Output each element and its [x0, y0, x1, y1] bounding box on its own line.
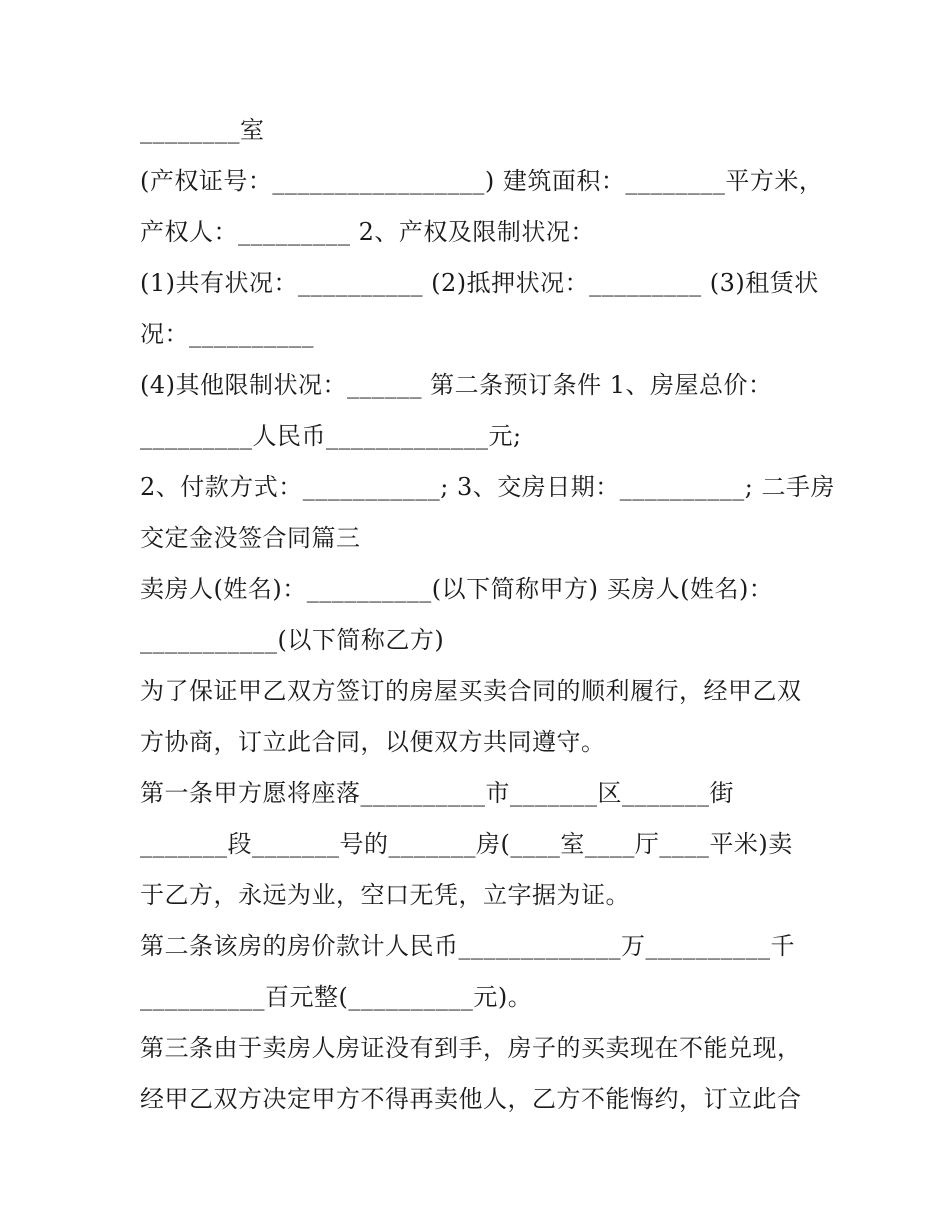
- text-line: _________人民币_____________元;: [140, 422, 522, 450]
- text-line: (产权证号：_________________) 建筑面积：________平方米，: [140, 167, 824, 195]
- contract-text: [140, 108, 835, 1128]
- text-line: 第一条甲方愿将座落__________市_______区_______街: [140, 779, 734, 807]
- text-line: __________百元整(__________元)。: [140, 983, 533, 1011]
- text-line: 卖房人(姓名)：__________(以下简称甲方) 买房人(姓名)：: [140, 575, 774, 603]
- text-line: 经甲乙双方决定甲方不得再卖他人，乙方不能悔约，订立此合: [140, 1085, 802, 1113]
- text-line: ________室: [140, 116, 265, 144]
- text-line: 第二条该房的房价款计人民币_____________万__________千: [140, 932, 795, 960]
- text-line: 于乙方，永远为业，空口无凭，立字据为证。: [140, 881, 630, 909]
- text-line: 2、付款方式：___________; 3、交房日期：__________; 二手房: [140, 473, 835, 501]
- text-line: 方协商，订立此合同，以便双方共同遵守。: [140, 728, 606, 756]
- text-line: 第三条由于卖房人房证没有到手，房子的买卖现在不能兑现，: [140, 1034, 802, 1062]
- text-line: ___________(以下简称乙方): [140, 626, 445, 654]
- text-line: (4)其他限制状况：______ 第二条预订条件 1、房屋总价：: [140, 371, 773, 399]
- text-line: 况：__________: [140, 320, 314, 348]
- text-line: 产权人：_________ 2、产权及限制状况：: [140, 218, 595, 246]
- text-line: (1)共有状况：__________ (2)抵押状况：_________ (3)租赁状: [140, 269, 819, 297]
- text-line: _______段_______号的_______房(____室____厅____平米)卖: [140, 830, 793, 858]
- text-line: 为了保证甲乙双方签订的房屋买卖合同的顺利履行，经甲乙双: [140, 677, 802, 705]
- section-title: 交定金没签合同篇三: [140, 524, 361, 552]
